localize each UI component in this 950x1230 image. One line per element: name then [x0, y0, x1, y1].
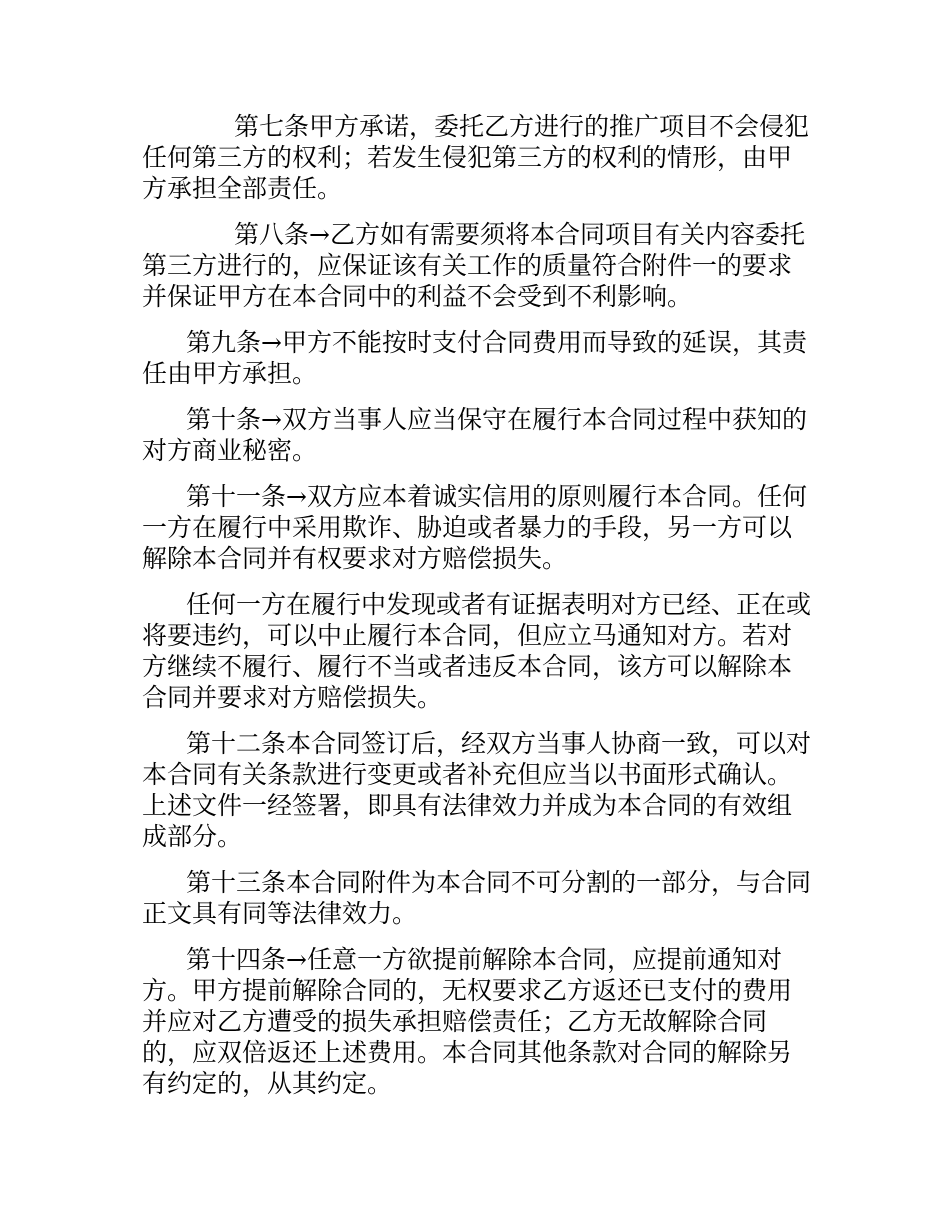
- article-9: 第九条→甲方不能按时支付合同费用而导致的延误，其责任由甲方承担。: [142, 328, 807, 388]
- article-11: 第十一条→双方应本着诚实信用的原则履行本合同。任何一方在履行中采用欺诈、胁迫或者暴力的手段，另一方可以解除本合同并有权要求对方赔偿损失。: [142, 482, 807, 573]
- article-13: 第十三条本合同附件为本合同不可分割的一部分，与合同正文具有同等法律效力。: [142, 868, 812, 928]
- article-7: 第七条甲方承诺，委托乙方进行的推广项目不会侵犯任何第三方的权利；若发生侵犯第三方的权利的情形，由甲方承担全部责任。: [142, 112, 810, 203]
- contract-body: [142, 111, 814, 1099]
- article-14: 第十四条→任意一方欲提前解除本合同，应提前通知对方。甲方提前解除合同的，无权要求乙方返还已支付的费用并应对乙方遭受的损失承担赔偿责任；乙方无故解除合同的，应双倍返还上述费用。本合同其他条款对合同的解除另有约定的，从其约定。: [142, 945, 793, 1098]
- article-11-continued: 任何一方在履行中发现或者有证据表明对方已经、正在或将要违约，可以中止履行本合同，但应立马通知对方。若对方继续不履行、履行不当或者违反本合同，该方可以解除本合同并要求对方赔偿损失。: [142, 590, 812, 712]
- article-10: 第十条→双方当事人应当保守在履行本合同过程中获知的对方商业秘密。: [142, 405, 807, 465]
- article-12: 第十二条本合同签订后，经双方当事人协商一致，可以对本合同有关条款进行变更或者补充但应当以书面形式确认。上述文件一经签署，即具有法律效力并成为本合同的有效组成部分。: [142, 729, 812, 851]
- article-8: 第八条→乙方如有需要须将本合同项目有关内容委托第三方进行的，应保证该有关工作的质量符合附件一的要求并保证甲方在本合同中的利益不会受到不利影响。: [142, 220, 805, 311]
